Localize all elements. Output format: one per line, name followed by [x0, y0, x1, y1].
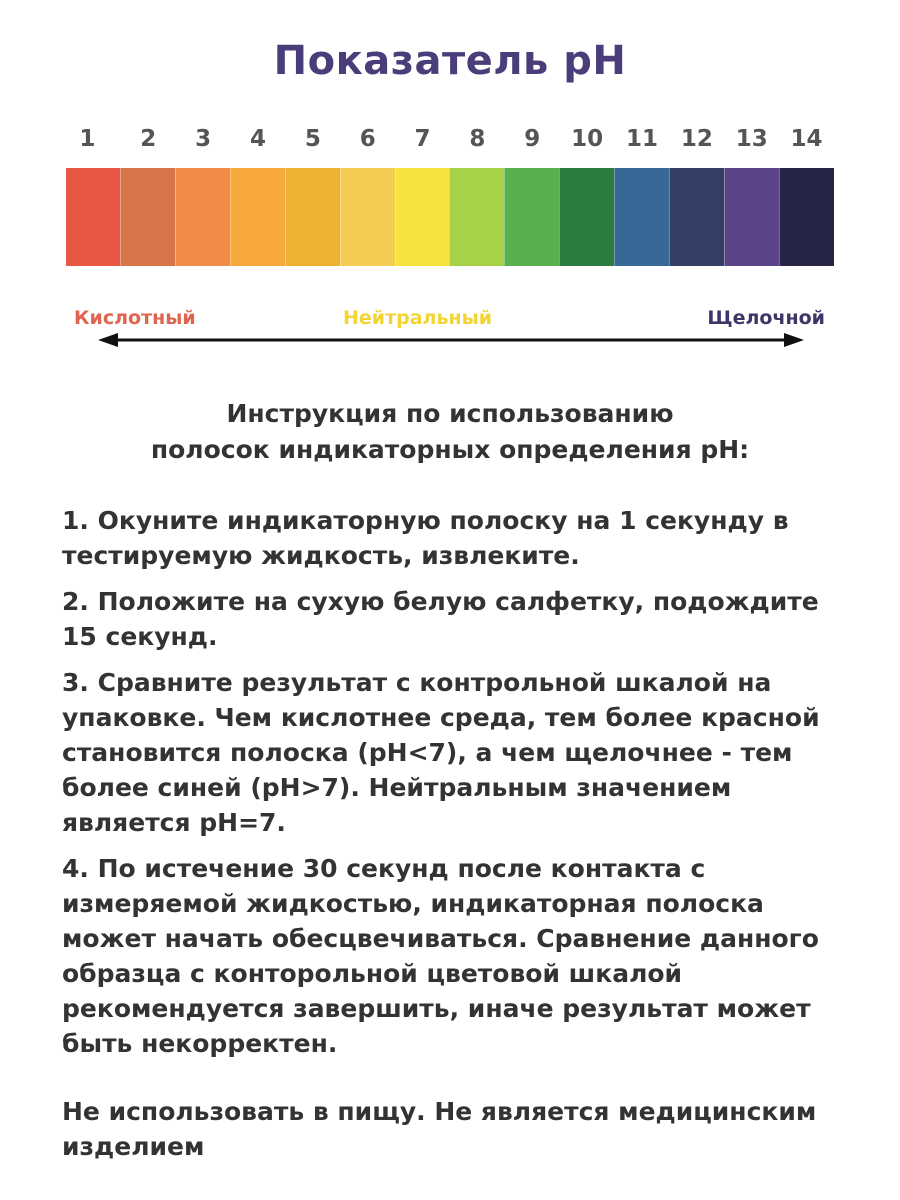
- double-arrow-icon: [98, 330, 804, 350]
- neutral-label: Нейтральный: [343, 307, 493, 329]
- ph-value-1: 1: [79, 126, 96, 152]
- ph-value-8: 8: [469, 126, 486, 152]
- ph-swatch-3: [175, 168, 230, 266]
- ph-swatch-7: [395, 168, 450, 266]
- acid-label: Кислотный: [74, 307, 196, 329]
- instructions-steps: [62, 503, 852, 1072]
- ph-value-14: 14: [790, 126, 823, 152]
- ph-swatch-13: [724, 168, 779, 266]
- ph-swatch-1: [66, 168, 120, 266]
- ph-value-4: 4: [249, 126, 266, 152]
- ph-swatch-14: [779, 168, 834, 266]
- ph-value-6: 6: [359, 126, 376, 152]
- page-title: Показатель pH: [273, 38, 627, 84]
- ph-value-7: 7: [414, 126, 431, 152]
- ph-color-scale: [66, 168, 834, 266]
- usage-warning: Не использовать в пищу. Не является медицинским изделием: [62, 1097, 817, 1161]
- ph-value-5: 5: [304, 126, 321, 152]
- ph-scale-numbers: [66, 126, 834, 156]
- ph-value-9: 9: [524, 126, 541, 152]
- ph-value-3: 3: [195, 126, 212, 152]
- ph-value-12: 12: [680, 126, 713, 152]
- ph-swatch-5: [285, 168, 340, 266]
- ph-swatch-12: [669, 168, 724, 266]
- alkaline-label: Щелочной: [707, 307, 825, 329]
- instruction-step-4: 4. По истечение 30 секунд после контакта с измеряемой жидкостью, индикаторная полоска может начать обесцвечиваться. Сравнение данного образца с конторольной цветовой шкалой рекомендуется завершить, иначе результат может быть некорректен.: [62, 854, 819, 1058]
- ph-value-11: 11: [625, 126, 658, 152]
- ph-swatch-9: [504, 168, 559, 266]
- ph-swatch-10: [559, 168, 614, 266]
- instruction-step-1: 1. Окуните индикаторную полоску на 1 секунду в тестируемую жидкость, извлеките.: [62, 506, 789, 570]
- instructions-title-line-1: Инструкция по использованию: [226, 399, 674, 428]
- instructions-title-line-2: полосок индикаторных определения pH:: [150, 435, 750, 464]
- ph-value-2: 2: [140, 126, 157, 152]
- ph-swatch-2: [120, 168, 175, 266]
- ph-swatch-6: [340, 168, 395, 266]
- ph-swatch-4: [230, 168, 285, 266]
- instructions-title: [0, 396, 900, 468]
- ph-value-10: 10: [571, 126, 604, 152]
- ph-swatch-8: [449, 168, 504, 266]
- instruction-step-3: 3. Сравните результат с контрольной шкалой на упаковке. Чем кислотнее среда, тем более красной становится полоска (pH<7), а чем щелочнее - тем более синей (pH>7). Нейтральным значением является pH=7.: [62, 668, 820, 837]
- instruction-step-2: 2. Положите на сухую белую салфетку, подождите 15 секунд.: [62, 587, 819, 651]
- ph-value-13: 13: [735, 126, 768, 152]
- ph-swatch-11: [614, 168, 669, 266]
